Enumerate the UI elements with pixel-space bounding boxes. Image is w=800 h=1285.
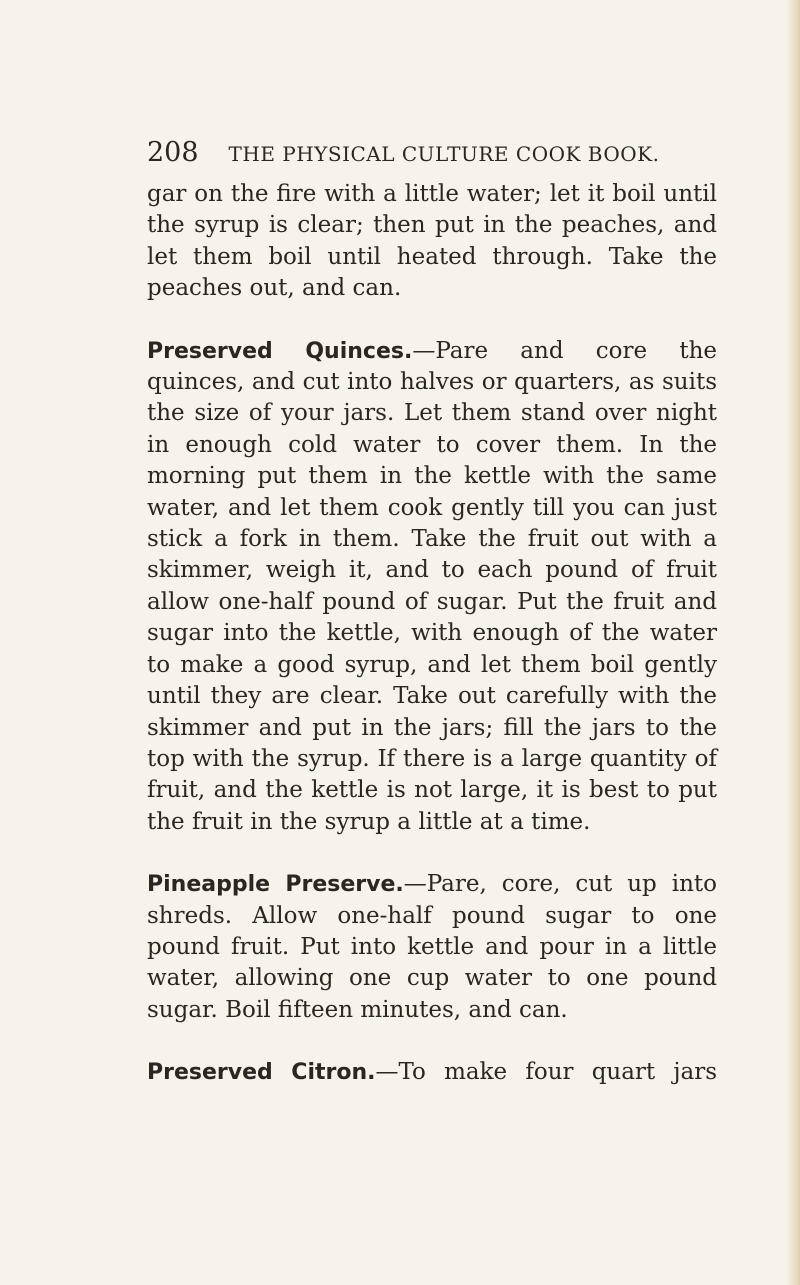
- recipe-body: —Pare, core, cut up into shreds. Allow one-half pound sugar to one pound fruit. Put into kettle and pour in a little water, allowing one cup water to one pound sugar. Boil fifteen minutes, and can.: [147, 871, 717, 1023]
- recipe-body: —To make four quart jars: [375, 1059, 717, 1086]
- recipe-pineapple-preserve: [147, 869, 717, 1026]
- recipe-preserved-quinces: [147, 336, 717, 839]
- recipe-title: Pineapple Preserve.: [147, 872, 404, 898]
- continuation-paragraph: gar on the fire with a little water; let it boil until the syrup is clear; then put in the peaches, and let them boil until heated through. Take the peaches out, and can.: [147, 181, 717, 302]
- page-header: [147, 137, 667, 173]
- recipe-title: Preserved Quinces.: [147, 338, 413, 364]
- recipe-title: Preserved Citron.: [147, 1060, 376, 1086]
- recipe-preserved-citron: [147, 1057, 717, 1088]
- recipe-body: —Pare and core the quinces, and cut into halves or quarters, as suits the size of your jars. Let them stand over night in enough cold water to cover them. In the morning put them in the kettle with the same water, and let them cook gently till you can just stick a fork in them. Take the fruit out with a skimmer, weigh it, and to each pound of fruit allow one-half pound of sugar. Put the fruit and sugar into the kettle, with enough of the water to make a good syrup, and let them boil gently until they are clear. Take out carefully with the skimmer and put in the jars; fill the jars to the top with the syrup. If there is a large quantity of fruit, and the kettle is not large, it is best to put the fruit in the syrup a little at a time.: [147, 337, 717, 835]
- page-edge-shadow: [786, 0, 800, 1285]
- page-body: [147, 179, 717, 1089]
- page-number: 208: [147, 137, 199, 168]
- running-head: THE PHYSICAL CULTURE COOK BOOK.: [228, 142, 660, 166]
